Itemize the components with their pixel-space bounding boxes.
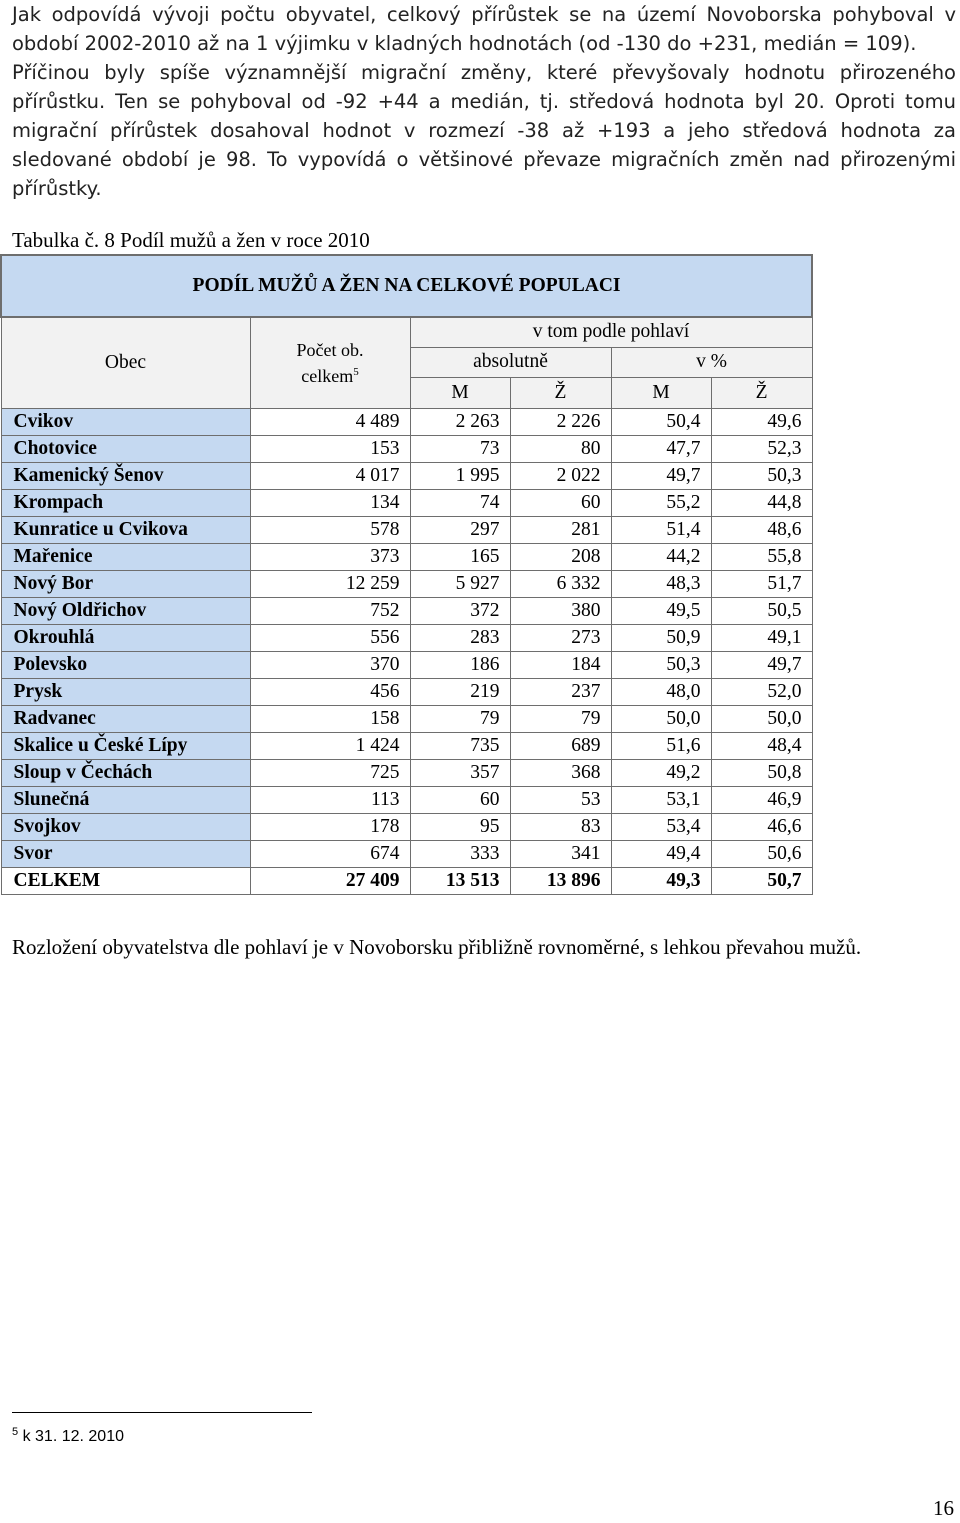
intro-line-2: Příčinou byly spíše významnější migrační změny, které převyšovaly hodnotu přirozeného přírůstku. Ten se pohyboval od -92 +44 a medián, tj. středová hodnota byl 20. Oproti tomu migrační přírůstek dosahoval hodnot v rozmezí -38 až +193 a jeho středová hodnota za sledované období je 98. To vypovídá o většinové převaze migračních změn nad přirozenými přírůstky. [12,61,956,200]
row-pz: 48,4 [711,732,812,759]
row-m: 165 [410,543,510,570]
row-m: 2 263 [410,408,510,435]
footnote-ref: 5 [353,365,359,378]
footnote-divider [12,1412,312,1413]
row-m: 219 [410,678,510,705]
row-total: 578 [250,516,410,543]
row-z: 273 [510,624,611,651]
row-name: Kunratice u Cvikova [1,516,250,543]
row-pz: 46,6 [711,813,812,840]
table-row [1,408,812,435]
row-pm: 49,7 [611,462,711,489]
row-m: 372 [410,597,510,624]
row-z: 689 [510,732,611,759]
row-pz: 50,6 [711,840,812,867]
column-header-percent: v % [611,347,812,377]
total-m: 13 513 [410,867,510,894]
table-row [1,516,812,543]
row-name: Polevsko [1,651,250,678]
row-z: 79 [510,705,611,732]
column-header-m-pct: M [611,377,711,408]
table-row [1,732,812,759]
row-pm: 49,4 [611,840,711,867]
row-pz: 50,0 [711,705,812,732]
conclusion-paragraph: Rozložení obyvatelstva dle pohlaví je v Novoborsku přibližně rovnoměrné, s lehkou převahou mužů. [12,935,862,959]
row-pm: 48,0 [611,678,711,705]
pocet-label: Počet ob. [296,339,364,360]
row-z: 341 [510,840,611,867]
row-name: Slunečná [1,786,250,813]
row-name: Nový Oldřichov [1,597,250,624]
row-pz: 44,8 [711,489,812,516]
row-name: Prysk [1,678,250,705]
row-name: Cvikov [1,408,250,435]
row-pz: 49,6 [711,408,812,435]
row-total: 456 [250,678,410,705]
row-m: 5 927 [410,570,510,597]
row-total: 725 [250,759,410,786]
row-name: Kamenický Šenov [1,462,250,489]
column-header-group: v tom podle pohlaví [410,317,812,347]
row-pm: 51,6 [611,732,711,759]
total-total: 27 409 [250,867,410,894]
column-header-z-pct: Ž [711,377,812,408]
row-pz: 49,1 [711,624,812,651]
row-total: 370 [250,651,410,678]
row-pz: 50,3 [711,462,812,489]
footnote [12,1426,124,1446]
footnote-text: k 31. 12. 2010 [22,1428,124,1445]
row-pm: 55,2 [611,489,711,516]
column-header-pocet [250,317,410,408]
row-pm: 50,4 [611,408,711,435]
column-header-obec: Obec [1,317,250,408]
row-z: 2 226 [510,408,611,435]
row-pm: 50,3 [611,651,711,678]
row-m: 79 [410,705,510,732]
total-name: CELKEM [1,867,250,894]
row-total: 752 [250,597,410,624]
row-pz: 46,9 [711,786,812,813]
page-number: 16 [933,1496,954,1520]
table-total-row [1,867,812,894]
row-total: 4 489 [250,408,410,435]
row-pz: 52,0 [711,678,812,705]
row-pm: 53,4 [611,813,711,840]
row-pm: 53,1 [611,786,711,813]
row-pz: 49,7 [711,651,812,678]
row-m: 73 [410,435,510,462]
row-name: Radvanec [1,705,250,732]
row-total: 178 [250,813,410,840]
row-name: Sloup v Čechách [1,759,250,786]
row-pm: 49,5 [611,597,711,624]
table-row [1,489,812,516]
row-m: 735 [410,732,510,759]
table-row [1,597,812,624]
row-total: 134 [250,489,410,516]
table-row [1,570,812,597]
table-row [1,759,812,786]
row-name: Chotovice [1,435,250,462]
table-title: PODÍL MUŽŮ A ŽEN NA CELKOVÉ POPULACI [1,255,812,317]
table-row [1,786,812,813]
row-m: 297 [410,516,510,543]
row-pm: 50,9 [611,624,711,651]
column-header-absolute: absolutně [410,347,611,377]
row-pz: 50,5 [711,597,812,624]
row-z: 237 [510,678,611,705]
row-m: 60 [410,786,510,813]
row-name: Nový Bor [1,570,250,597]
row-z: 60 [510,489,611,516]
table-row [1,651,812,678]
total-pm: 49,3 [611,867,711,894]
table-row [1,840,812,867]
row-z: 2 022 [510,462,611,489]
table-row [1,543,812,570]
row-name: Mařenice [1,543,250,570]
table-row [1,435,812,462]
row-z: 83 [510,813,611,840]
row-total: 674 [250,840,410,867]
column-header-m-abs: M [410,377,510,408]
footnote-number: 5 [12,1426,19,1438]
row-total: 373 [250,543,410,570]
row-pm: 48,3 [611,570,711,597]
row-pm: 50,0 [611,705,711,732]
row-m: 1 995 [410,462,510,489]
table-row [1,705,812,732]
intro-paragraph [12,0,956,203]
row-name: Okrouhlá [1,624,250,651]
row-z: 208 [510,543,611,570]
row-m: 74 [410,489,510,516]
row-z: 281 [510,516,611,543]
row-m: 283 [410,624,510,651]
row-m: 357 [410,759,510,786]
row-z: 53 [510,786,611,813]
population-table [0,254,813,895]
row-name: Svojkov [1,813,250,840]
row-total: 153 [250,435,410,462]
table-row [1,678,812,705]
table-caption: Tabulka č. 8 Podíl mužů a žen v roce 2010 [12,228,370,252]
row-z: 80 [510,435,611,462]
row-z: 184 [510,651,611,678]
row-pz: 52,3 [711,435,812,462]
row-m: 186 [410,651,510,678]
celkem-label [251,361,410,387]
row-z: 6 332 [510,570,611,597]
row-total: 4 017 [250,462,410,489]
row-m: 333 [410,840,510,867]
table-row [1,813,812,840]
row-pz: 48,6 [711,516,812,543]
row-name: Krompach [1,489,250,516]
row-z: 380 [510,597,611,624]
row-total: 556 [250,624,410,651]
row-name: Svor [1,840,250,867]
row-z: 368 [510,759,611,786]
total-z: 13 896 [510,867,611,894]
row-total: 158 [250,705,410,732]
row-pm: 51,4 [611,516,711,543]
row-total: 113 [250,786,410,813]
row-pz: 55,8 [711,543,812,570]
row-pm: 49,2 [611,759,711,786]
row-name: Skalice u České Lípy [1,732,250,759]
row-pz: 50,8 [711,759,812,786]
row-total: 12 259 [250,570,410,597]
row-pm: 47,7 [611,435,711,462]
row-total: 1 424 [250,732,410,759]
row-m: 95 [410,813,510,840]
celkem-text: celkem [301,365,354,386]
table-row [1,624,812,651]
row-pz: 51,7 [711,570,812,597]
column-header-z-abs: Ž [510,377,611,408]
row-pm: 44,2 [611,543,711,570]
intro-line-1: Jak odpovídá vývoji počtu obyvatel, celkový přírůstek se na území Novoborska pohyboval v období 2002-2010 až na 1 výjimku v kladných hodnotách (od -130 do +231, medián = 109). [12,3,956,55]
total-pz: 50,7 [711,867,812,894]
table-row [1,462,812,489]
